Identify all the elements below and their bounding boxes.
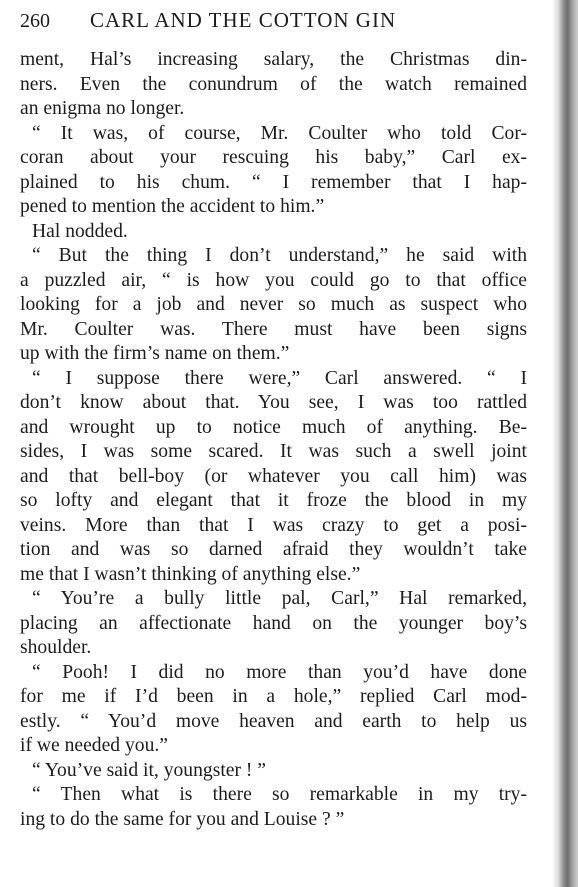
text-line: a puzzled air, “ is how you could go to that office bbox=[20, 269, 527, 291]
text-line: coran about your rescuing his baby,” Carl ex- bbox=[20, 147, 527, 168]
text-line: “ You’ve said it, youngster ! ” bbox=[32, 759, 267, 781]
text-line: “ I suppose there were,” Carl answered. “ I bbox=[32, 367, 527, 389]
paragraph bbox=[20, 122, 527, 220]
text-line: don’t know about that. You see, I was too rattled bbox=[20, 392, 527, 413]
paragraph bbox=[20, 587, 527, 661]
text-line: plained to his chum. “ I remember that I hap- bbox=[20, 171, 527, 193]
running-head: CARL AND THE COTTON GIN bbox=[90, 8, 397, 32]
text-line: looking for a job and never so much as suspect who bbox=[20, 294, 527, 315]
text-line: “ Then what is there so remarkable in my try- bbox=[32, 784, 527, 805]
text-line: tion and was so darned afraid they wouldn’t take bbox=[20, 539, 527, 560]
paragraph bbox=[20, 244, 527, 367]
text-line: Mr. Coulter was. There must have been signs bbox=[20, 318, 527, 340]
page-header bbox=[20, 8, 540, 36]
text-line: “ It was, of course, Mr. Coulter who told Cor- bbox=[32, 122, 527, 144]
text-line: me that I wasn’t thinking of anything else.” bbox=[20, 563, 361, 585]
text-line: shoulder. bbox=[20, 637, 92, 658]
text-line: ment, Hal’s increasing salary, the Christmas din- bbox=[20, 49, 527, 70]
text-line: ing to do the same for you and Louise ? ” bbox=[20, 808, 345, 830]
page-number: 260 bbox=[20, 10, 50, 32]
body-text bbox=[20, 48, 527, 832]
text-line: an enigma no longer. bbox=[20, 98, 185, 119]
text-line: pened to mention the accident to him.” bbox=[20, 196, 325, 217]
text-line: ners. Even the conundrum of the watch remained bbox=[20, 73, 527, 95]
paragraph bbox=[20, 759, 527, 784]
text-line: “ But the thing I don’t understand,” he said with bbox=[32, 245, 527, 266]
text-line: sides, I was some scared. It was such a swell joint bbox=[20, 441, 527, 462]
paragraph bbox=[20, 661, 527, 759]
text-line: veins. More than that I was crazy to get a posi- bbox=[20, 514, 527, 536]
paragraph bbox=[20, 220, 527, 245]
text-line: if we needed you.” bbox=[20, 735, 168, 756]
text-line: and wrought up to notice much of anything. Be- bbox=[20, 416, 527, 438]
text-line: for me if I’d been in a hole,” replied Carl mod- bbox=[20, 686, 527, 707]
paragraph bbox=[20, 48, 527, 122]
page-edge-shadow bbox=[552, 0, 578, 887]
paragraph bbox=[20, 367, 527, 588]
text-line: estly. “ You’d move heaven and earth to help us bbox=[20, 710, 527, 732]
text-line: and that bell-boy (or whatever you call him) was bbox=[20, 465, 527, 487]
text-line: so lofty and elegant that it froze the blood in my bbox=[20, 490, 527, 511]
text-line: “ Pooh! I did no more than you’d have done bbox=[32, 661, 527, 683]
text-line: “ You’re a bully little pal, Carl,” Hal remarked, bbox=[32, 588, 527, 609]
text-line: placing an affectionate hand on the younger boy’s bbox=[20, 612, 527, 634]
text-line: Hal nodded. bbox=[32, 220, 128, 242]
text-line: up with the firm’s name on them.” bbox=[20, 343, 290, 364]
paragraph bbox=[20, 783, 527, 832]
